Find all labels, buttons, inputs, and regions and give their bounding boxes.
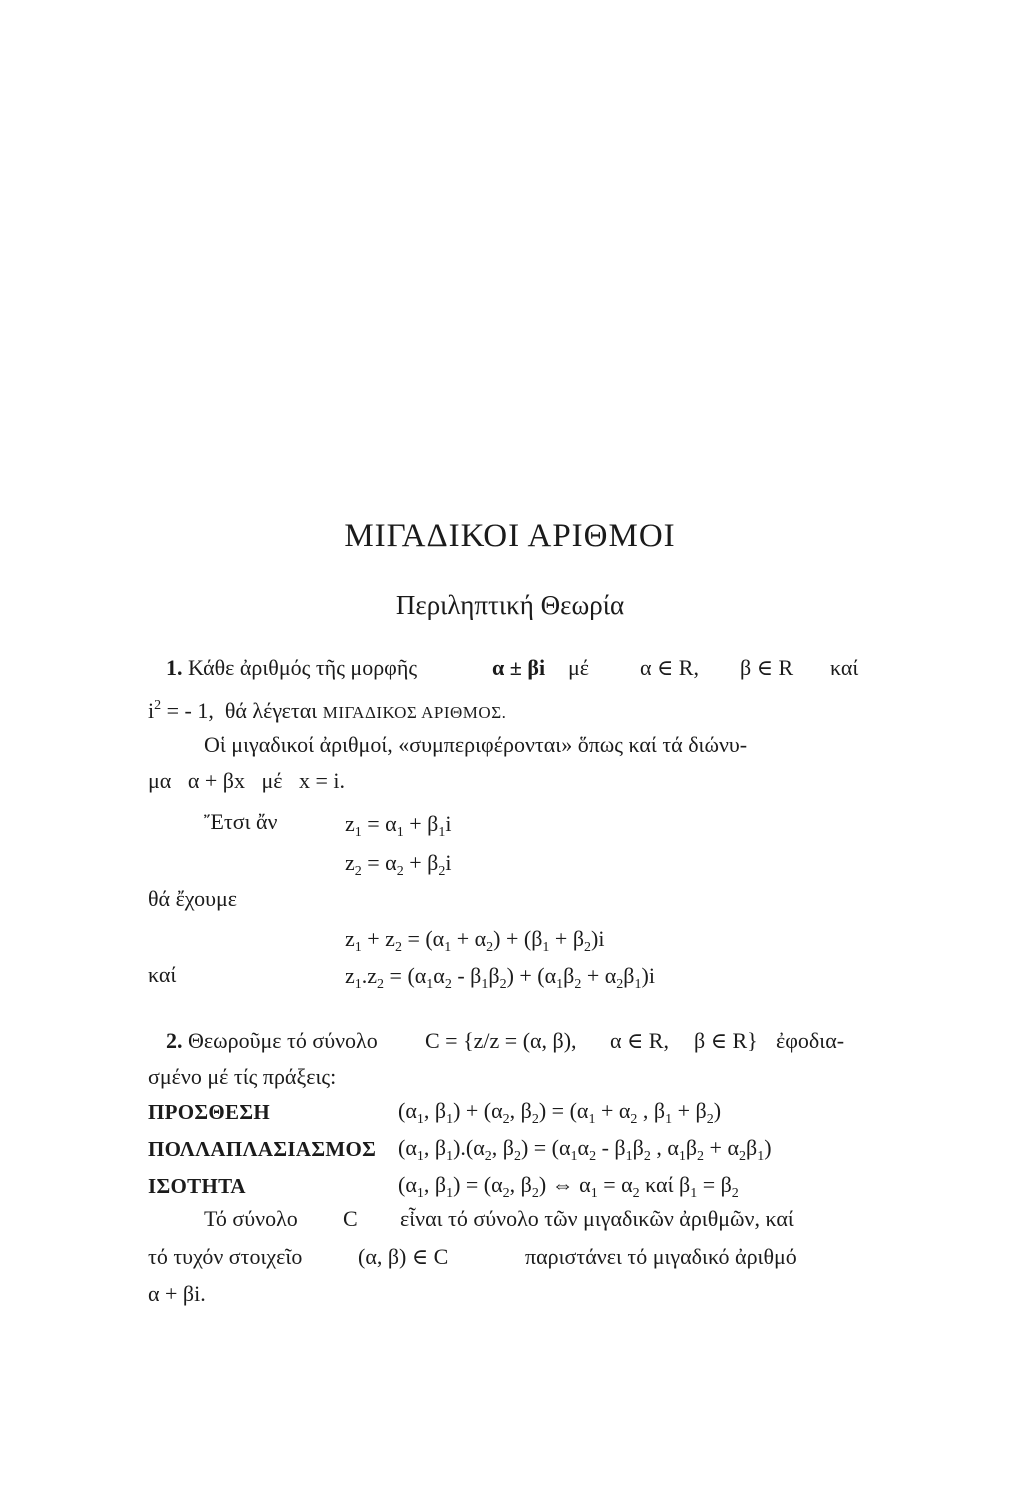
equation-sum: $z_1 + z_2 = (\alpha_1 + \alpha_2) + (\beta_1 + \beta_2)i$ bbox=[345, 926, 605, 955]
section2-cond-alpha: α ∈ R, bbox=[610, 1028, 669, 1053]
section1-with: μέ bbox=[568, 655, 590, 680]
conclusion-line3: α + βi. bbox=[148, 1281, 206, 1306]
we-have-label: θά ἔχουμε bbox=[148, 886, 238, 911]
op-add-formula: ($\alpha_1$, $\beta_1) + (\alpha_2$, $\beta_2) = (\alpha_1 + \alpha_2$ , $\beta_1 + \beta_2$) bbox=[398, 1098, 722, 1127]
imag-unit-exponent: 2 bbox=[154, 698, 162, 713]
section1-form: α ± βi bbox=[492, 655, 546, 680]
equation-z1: $z_1 = \alpha_1 + \beta_1i$ bbox=[345, 811, 452, 840]
behave-word-with: μέ bbox=[261, 768, 283, 793]
conclusion-line1-a: Τό σύνολο bbox=[204, 1206, 298, 1231]
equation-z2: $z_2 = \alpha_2 + \beta_2i$ bbox=[345, 850, 452, 879]
section2-line1 bbox=[166, 1027, 378, 1055]
section1-behave-line2 bbox=[148, 767, 345, 795]
conclusion-line2-a: τό τυχόν στοιχεῖο bbox=[148, 1244, 303, 1269]
complex-number-term: ΜΙΓΑΔΙΚΟΣ ΑΡΙΘΜΟΣ. bbox=[322, 703, 507, 722]
page-subtitle: Περιληπτική Θεωρία bbox=[395, 590, 625, 620]
section1-intro-text: Κάθε ἀριθμός τῆς μορφῆς bbox=[188, 655, 418, 680]
section1-and: καί bbox=[830, 655, 859, 680]
and-label: καί bbox=[148, 962, 177, 987]
section1-cond-beta: β ∈ R bbox=[740, 655, 794, 680]
section1-line2 bbox=[148, 692, 506, 727]
op-mul-formula: ($\alpha_1$, $\beta_1).(\alpha_2$, $\beta_2) = (\alpha_1\alpha_2 - \beta_1\beta_2$ , $\alpha_1\beta_2 + \alpha_2\beta_1$) bbox=[398, 1135, 772, 1164]
section1-called-text: θά λέγεται bbox=[224, 698, 318, 723]
section1-number: 1. bbox=[166, 655, 183, 680]
op-mul-label: ΠΟΛΛΑΠΛΑΣΙΑΣΜΟΣ bbox=[148, 1137, 377, 1161]
section2-cond-beta: β ∈ R} bbox=[694, 1028, 758, 1053]
section1-line1 bbox=[166, 654, 417, 682]
imag-unit-rhs: = - 1, bbox=[166, 698, 214, 723]
so-if-label: Ἔτσι ἄν bbox=[204, 809, 278, 834]
section2-line2: σμένο μέ τίς πράξεις: bbox=[148, 1064, 337, 1089]
behave-word-ma: μα bbox=[148, 768, 172, 793]
conclusion-line2-c: παριστάνει τό μιγαδικό ἀριθμό bbox=[525, 1244, 797, 1269]
conclusion-element: (α, β) ∈ C bbox=[358, 1244, 449, 1269]
section2-number: 2. bbox=[166, 1028, 183, 1053]
set-definition: C = {z/z = (α, β), bbox=[425, 1028, 577, 1053]
section2-line1-end: ἐφοδια- bbox=[776, 1028, 845, 1053]
page-title: ΜΙΓΑΔΙΚΟΙ ΑΡΙΘΜΟΙ bbox=[344, 518, 676, 554]
op-add-label: ΠΡΟΣΘΕΣΗ bbox=[148, 1100, 271, 1124]
imag-unit-i: i bbox=[148, 698, 155, 723]
section1-behave-line1: Οἱ μιγαδικοί ἀριθμοί, «συμπεριφέρονται» ὅπως καί τά διώνυ- bbox=[204, 732, 748, 757]
conclusion-line1-c: εἶναι τό σύνολο τῶν μιγαδικῶν ἀριθμῶν, καί bbox=[400, 1206, 794, 1231]
section1-cond-alpha: α ∈ R, bbox=[640, 655, 699, 680]
section2-intro-text: Θεωροῦμε τό σύνολο bbox=[188, 1028, 378, 1053]
equation-product: $z_1.z_2 = (\alpha_1\alpha_2 - \beta_1\beta_2) + (\alpha_1\beta_2 + \alpha_2\beta_1)i$ bbox=[345, 963, 655, 992]
op-eq-formula: ($\alpha_1$, $\beta_1) = (\alpha_2$, $\beta_2$) ⇔ $\alpha_1 = \alpha_2$ καί $\beta_1 = \beta_2$ bbox=[398, 1172, 739, 1201]
conclusion-set-c: C bbox=[343, 1206, 358, 1231]
binomial-expression: α + βx bbox=[187, 768, 245, 793]
x-equals-i: x = i. bbox=[299, 768, 346, 793]
op-eq-label: ΙΣΟΤΗΤΑ bbox=[148, 1174, 246, 1198]
